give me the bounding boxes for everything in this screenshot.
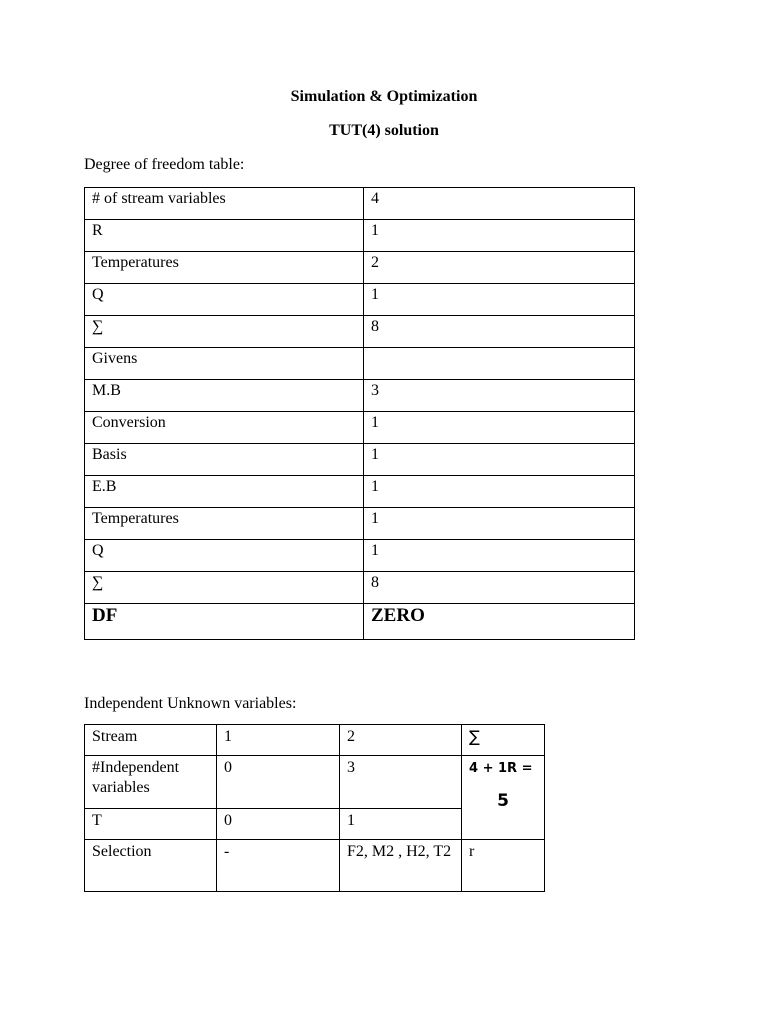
- cell-label: Stream: [85, 725, 217, 756]
- row-value: [364, 380, 635, 412]
- row-value-text: 1: [371, 542, 379, 559]
- table-row: [85, 540, 635, 572]
- row-label-text: Basis: [92, 446, 127, 463]
- row-label: [85, 316, 364, 348]
- table-row-selection: [85, 840, 545, 892]
- cell-label: Selection: [85, 840, 217, 892]
- row-value-text: 8: [371, 574, 379, 591]
- document-subtitle: TUT(4) solution: [329, 122, 439, 139]
- table-row: [85, 188, 635, 220]
- row-label: [85, 188, 364, 220]
- table-row: [85, 380, 635, 412]
- row-value-text: 3: [371, 382, 379, 399]
- df-label: DF: [85, 604, 364, 640]
- dof-table-caption: Degree of freedom table:: [84, 156, 245, 173]
- row-label: [85, 380, 364, 412]
- row-label-text: Temperatures: [92, 510, 179, 527]
- row-label: [85, 220, 364, 252]
- row-label-text: E.B: [92, 478, 117, 495]
- table-row: [85, 348, 635, 380]
- table-row-independent: [85, 756, 545, 809]
- row-label-text: R: [92, 222, 103, 239]
- row-value-text: 1: [371, 446, 379, 463]
- row-value: [364, 444, 635, 476]
- row-value: [364, 252, 635, 284]
- row-label-text: ∑: [92, 318, 104, 335]
- row-value-text: 1: [371, 510, 379, 527]
- cell-sum-selection: r: [462, 840, 545, 892]
- degree-of-freedom-table: [84, 187, 635, 640]
- table-row: [85, 444, 635, 476]
- cell-stream-1: 0: [217, 756, 340, 809]
- table-row: [85, 284, 635, 316]
- cell-label: T: [85, 809, 217, 840]
- sum-result: 5: [497, 791, 509, 811]
- row-label-text: Conversion: [92, 414, 166, 431]
- row-value: [364, 316, 635, 348]
- cell-stream-2: 1: [340, 809, 462, 840]
- row-value: [364, 220, 635, 252]
- row-value: [364, 540, 635, 572]
- table-row: [85, 476, 635, 508]
- table-row-df: [85, 604, 635, 640]
- cell-stream-1: 0: [217, 809, 340, 840]
- row-label-text: Q: [92, 286, 104, 303]
- table-row: [85, 412, 635, 444]
- cell-label: #Independent variables: [85, 756, 217, 809]
- table-row: [85, 252, 635, 284]
- row-label: [85, 476, 364, 508]
- row-label: [85, 412, 364, 444]
- table-row-stream: [85, 725, 545, 756]
- row-value-text: 4: [371, 190, 379, 207]
- row-label-text: Temperatures: [92, 254, 179, 271]
- table-row: [85, 316, 635, 348]
- unknowns-table-caption: Independent Unknown variables:: [84, 695, 297, 712]
- cell-sum-total: [462, 756, 545, 840]
- row-value-text: 1: [371, 478, 379, 495]
- row-value: [364, 572, 635, 604]
- row-value-text: 2: [371, 254, 379, 271]
- cell-stream-2: 3: [340, 756, 462, 809]
- independent-unknowns-table: [84, 724, 545, 892]
- cell-stream-1: -: [217, 840, 340, 892]
- document-title: Simulation & Optimization: [290, 88, 478, 105]
- row-label: [85, 284, 364, 316]
- row-label-text: Givens: [92, 350, 138, 367]
- row-label-text: # of stream variables: [92, 190, 226, 207]
- cell-stream-1: 1: [217, 725, 340, 756]
- row-value: [364, 508, 635, 540]
- row-label-text: ∑: [92, 574, 104, 591]
- df-value: ZERO: [364, 604, 635, 640]
- row-value: [364, 188, 635, 220]
- row-label: [85, 508, 364, 540]
- row-value-text: 1: [371, 286, 379, 303]
- row-value-text: [371, 348, 627, 349]
- row-label-text: M.B: [92, 382, 121, 399]
- table-row: [85, 508, 635, 540]
- row-value: [364, 412, 635, 444]
- row-value: [364, 348, 635, 380]
- row-value-text: 8: [371, 318, 379, 335]
- cell-sum-header: ∑: [462, 725, 545, 756]
- row-value-text: 1: [371, 222, 379, 239]
- row-label: [85, 348, 364, 380]
- row-value-text: 1: [371, 414, 379, 431]
- row-label: [85, 252, 364, 284]
- row-label-text: Q: [92, 542, 104, 559]
- row-value: [364, 284, 635, 316]
- cell-stream-2: 2: [340, 725, 462, 756]
- sum-equation: 4 + 1R =: [469, 761, 533, 776]
- row-label: [85, 572, 364, 604]
- cell-stream-2: F2, M2 , H2, T2: [340, 840, 462, 892]
- table-row: [85, 220, 635, 252]
- row-label: [85, 444, 364, 476]
- row-label: [85, 540, 364, 572]
- row-value: [364, 476, 635, 508]
- table-row: [85, 572, 635, 604]
